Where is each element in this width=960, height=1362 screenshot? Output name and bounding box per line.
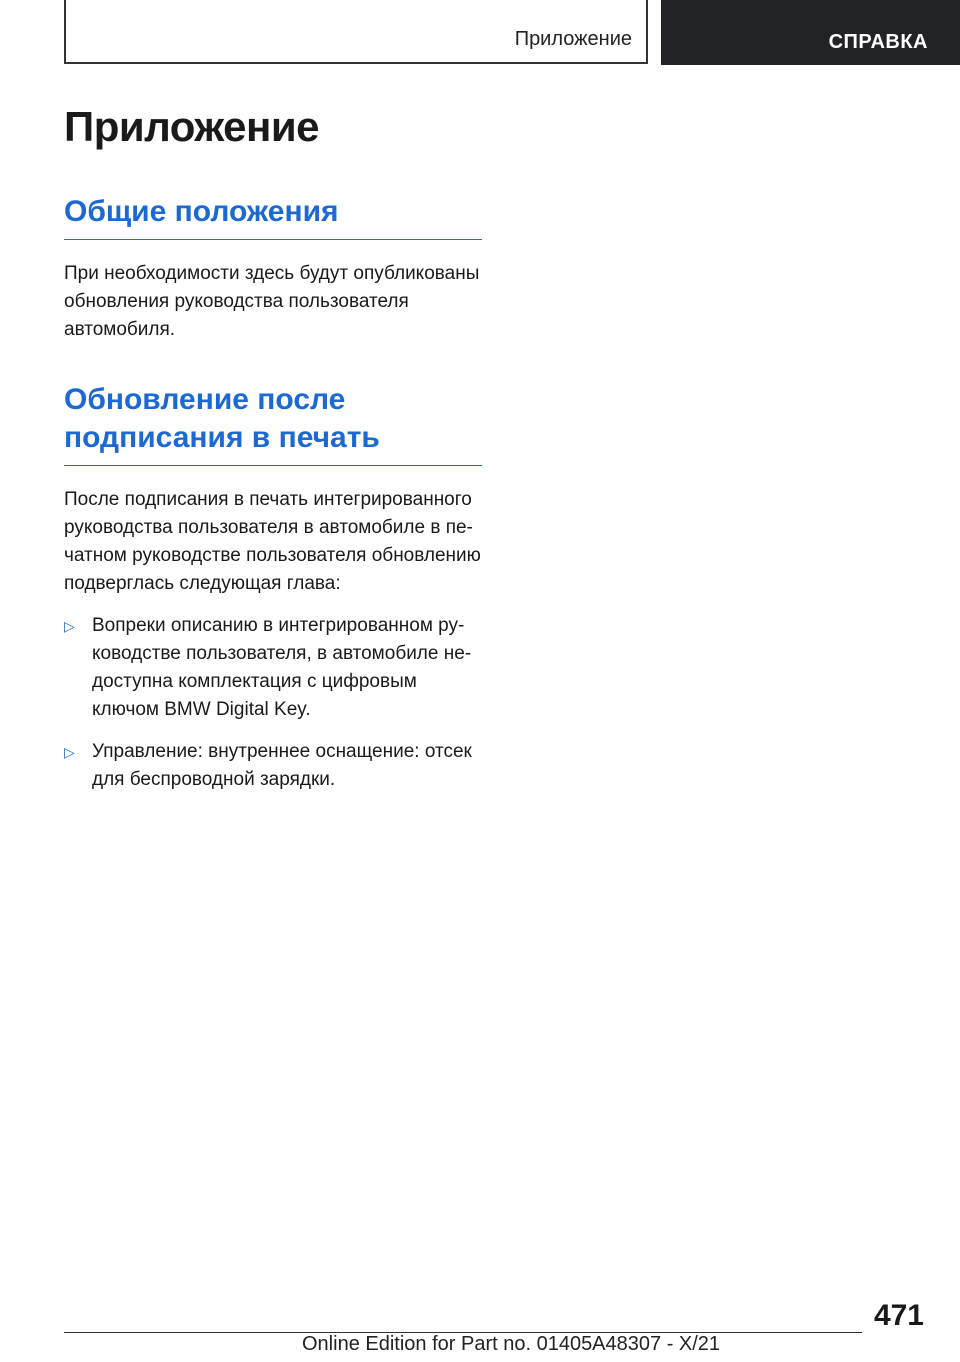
section-tab	[661, 0, 960, 65]
section-heading-general: Общие положения	[64, 193, 482, 240]
update-list	[64, 612, 482, 794]
footer-edition: Online Edition for Part no. 01405A48307 - X/21	[302, 1333, 721, 1355]
list-item-text: Управление: внутреннее оснащение: отсек для беспроводной зарядки.	[92, 741, 472, 790]
main-content	[64, 100, 482, 808]
triangle-bullet-icon: ▷	[64, 618, 75, 634]
section-heading-update: Обновление после подписания в печать	[64, 381, 482, 466]
page-title: Приложение	[64, 103, 320, 150]
chapter-tab-label: Приложение	[514, 28, 632, 50]
page-number: 471	[873, 1299, 924, 1332]
section-body-update: После подписания в печать интегрированного руководства пользователя в автомобиле в печатном руководстве пользователя обновлению подверглась следующая глава:	[64, 489, 481, 594]
list-item	[64, 612, 482, 724]
list-item-text: Вопреки описанию в интегрированном руководстве пользователя, в автомобиле недоступна комплектация с цифровым ключом BMW Digital Key.	[92, 615, 472, 720]
list-item	[64, 738, 482, 794]
triangle-bullet-icon: ▷	[64, 744, 75, 760]
section-tab-label: СПРАВКА	[828, 31, 928, 53]
section-body-general: При необходимости здесь будут опубликованы обновления руководства пользователя автомобиля.	[64, 263, 480, 340]
chapter-tab	[64, 0, 648, 64]
